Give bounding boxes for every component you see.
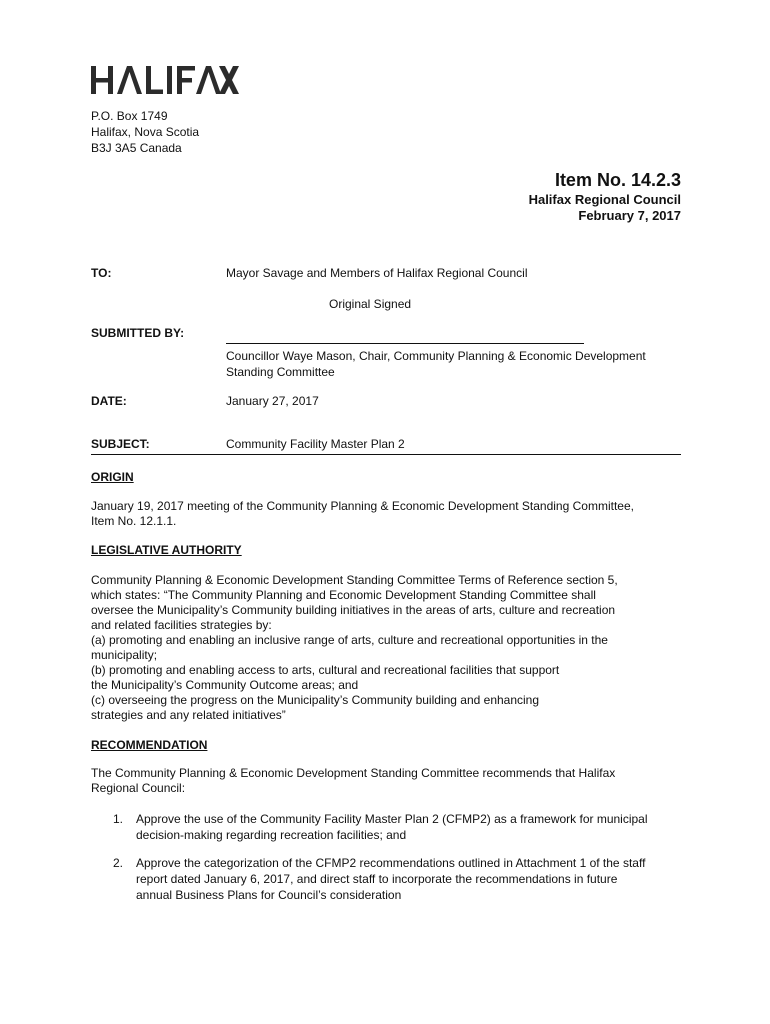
submitted-by-line: Standing Committee: [226, 365, 335, 379]
submitted-by-line: Councillor Waye Mason, Chair, Community Planning & Economic Development: [226, 349, 646, 363]
recommendation-text: [136, 855, 681, 903]
recommendation-item: [113, 855, 681, 905]
recommendation-number: 2.: [113, 856, 124, 870]
recommendation-text: [136, 811, 681, 843]
item-number: Item No. 14.2.3: [554, 170, 681, 190]
item-header: [529, 169, 681, 224]
date-label: DATE:: [91, 394, 127, 408]
legislative-authority-text: [91, 573, 681, 723]
address-line: Halifax, Nova Scotia: [91, 125, 200, 139]
legislative-line: which states: “The Community Planning and Economic Development Standing Committee shall: [91, 588, 596, 602]
subject-rule: [91, 454, 681, 455]
legislative-line: strategies and any related initiatives”: [91, 708, 286, 722]
origin-line: Item No. 12.1.1.: [91, 514, 177, 528]
origin-line: January 19, 2017 meeting of the Community Planning & Economic Development Standing Committee,: [91, 499, 634, 513]
signature-note: Original Signed: [329, 297, 412, 311]
recommendation-intro-line: Regional Council:: [91, 781, 186, 795]
legislative-authority-heading: LEGISLATIVE AUTHORITY: [91, 543, 242, 557]
mailing-address: [91, 108, 199, 156]
halifax-logo: [91, 64, 239, 96]
recommendation-item: [113, 811, 681, 845]
recommendation-intro: [91, 766, 681, 796]
submitted-by-value: [226, 348, 686, 380]
legislative-line: municipality;: [91, 648, 158, 662]
origin-text: [91, 499, 681, 529]
legislative-line: (c) overseeing the progress on the Municipality’s Community building and enhancing: [91, 693, 540, 707]
recommendation-heading: RECOMMENDATION: [91, 738, 208, 752]
recommendation-intro-line: The Community Planning & Economic Development Standing Committee recommends that Halifax: [91, 766, 616, 780]
council-name: Halifax Regional Council: [528, 192, 681, 207]
address-line: B3J 3A5 Canada: [91, 141, 182, 155]
recommendation-line: Approve the categorization of the CFMP2 recommendations outlined in Attachment 1 of the staff: [136, 856, 646, 870]
date-value: January 27, 2017: [226, 394, 319, 408]
recommendation-number: 1.: [113, 812, 124, 826]
to-value: Mayor Savage and Members of Halifax Regional Council: [226, 266, 528, 280]
subject-label: SUBJECT:: [91, 437, 150, 451]
legislative-line: (a) promoting and enabling an inclusive range of arts, culture and recreational opportunities in the: [91, 633, 608, 647]
recommendation-line: Approve the use of the Community Facility Master Plan 2 (CFMP2) as a framework for municipal: [136, 812, 648, 826]
signature-line: [226, 343, 584, 344]
legislative-line: Community Planning & Economic Development Standing Committee Terms of Reference section 5,: [91, 573, 618, 587]
address-line: P.O. Box 1749: [91, 109, 168, 123]
legislative-line: the Municipality’s Community Outcome areas; and: [91, 678, 359, 692]
origin-heading: ORIGIN: [91, 470, 134, 484]
to-label: TO:: [91, 266, 112, 280]
legislative-line: and related facilities strategies by:: [91, 618, 272, 632]
recommendation-line: report dated January 6, 2017, and direct staff to incorporate the recommendations in future: [136, 872, 618, 886]
recommendation-line: decision-making regarding recreation facilities; and: [136, 828, 407, 842]
subject-value: Community Facility Master Plan 2: [226, 437, 405, 451]
recommendation-line: annual Business Plans for Council’s consideration: [136, 888, 402, 902]
submitted-by-label: SUBMITTED BY:: [91, 326, 185, 340]
legislative-line: (b) promoting and enabling access to arts, cultural and recreational facilities that support: [91, 663, 560, 677]
legislative-line: oversee the Municipality’s Community building initiatives in the areas of arts, culture and recreation: [91, 603, 616, 617]
meeting-date: February 7, 2017: [578, 208, 681, 223]
